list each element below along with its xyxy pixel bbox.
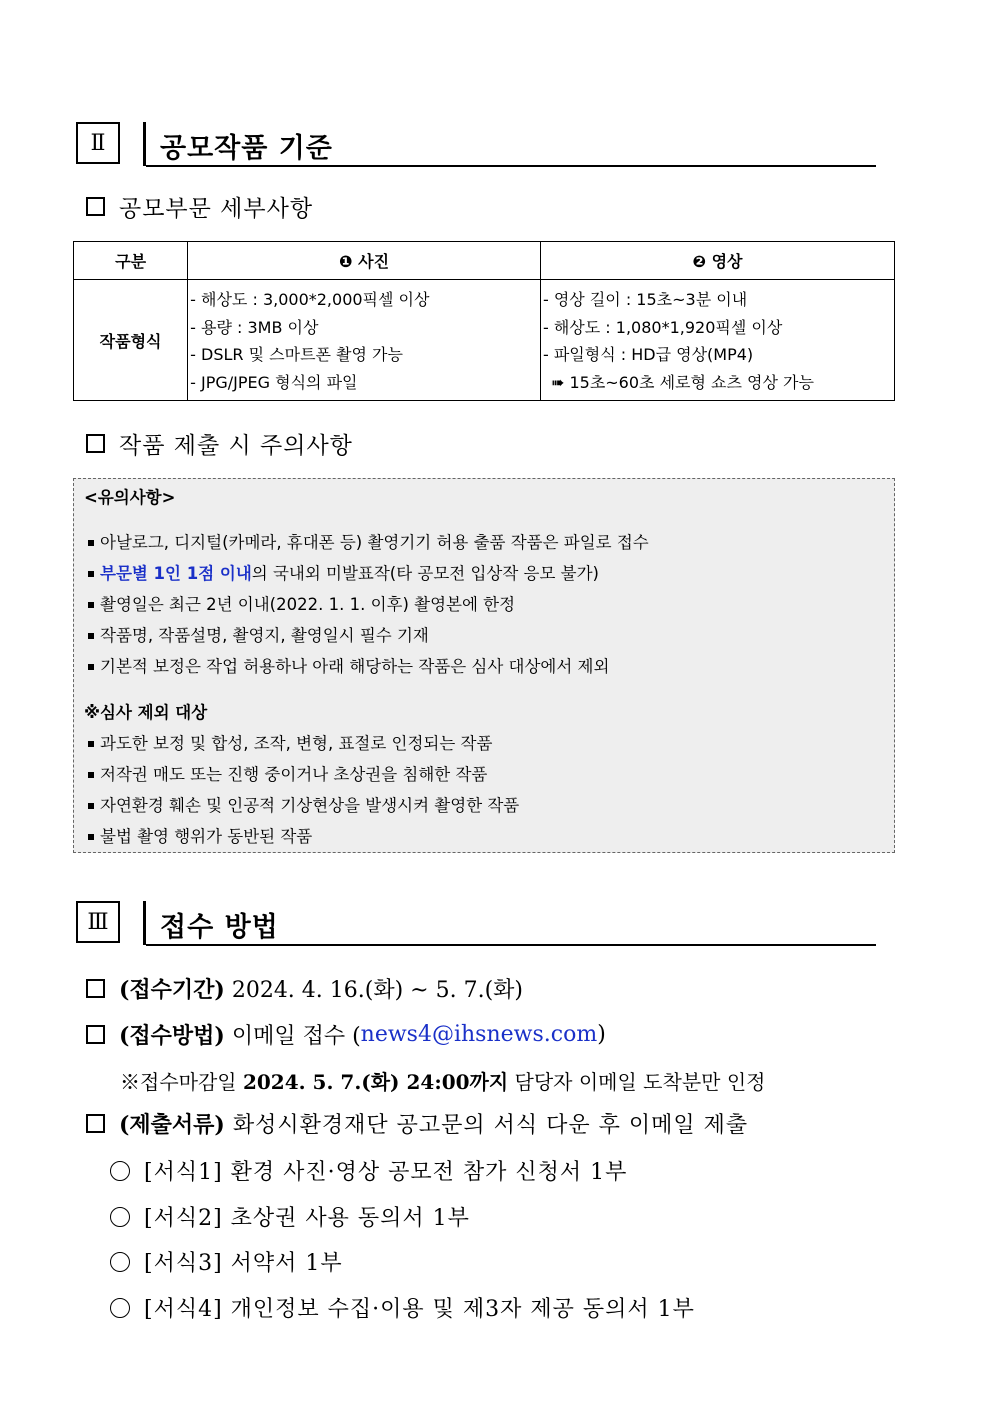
- section-title: 공모작품 기준: [160, 133, 333, 164]
- period-value: 2024. 4. 16.(화) ~ 5. 7.(화): [224, 978, 523, 1003]
- section-underline: [146, 165, 876, 167]
- table-header-row: [74, 242, 895, 280]
- deadline-note: [120, 1066, 765, 1095]
- section-title: 접수 방법: [160, 912, 279, 943]
- bullet-icon: [88, 540, 94, 546]
- section-underline: [146, 944, 876, 946]
- table-header-video: ❷ 영상: [540, 242, 894, 280]
- form-item-text: [서식4] 개인정보 수집·이용 및 제3자 제공 동의서 1부: [144, 1297, 695, 1322]
- bullet-icon: [88, 602, 94, 608]
- bullet-icon: [88, 664, 94, 670]
- list-item: [88, 653, 609, 677]
- notice-box: [73, 478, 895, 853]
- section-3-header: [76, 901, 876, 947]
- docs-value: 화성시환경재단 공고문의 서식 다운 후 이메일 제출: [224, 1113, 749, 1138]
- subsection-heading-notice: [86, 427, 353, 460]
- circle-bullet-icon: [110, 1298, 130, 1318]
- list-item: [88, 529, 649, 553]
- video-requirements: [540, 280, 894, 401]
- form-item: [110, 1246, 343, 1277]
- exclude-heading: ※심사 제외 대상: [84, 703, 208, 722]
- deadline-prefix: ※접수마감일: [120, 1070, 243, 1094]
- list-item-text: 자연환경 훼손 및 인공적 기상현상을 발생시켜 촬영한 작품: [100, 796, 520, 815]
- row-label: 작품형식: [74, 280, 188, 401]
- subsection-title: 작품 제출 시 주의사항: [119, 433, 353, 459]
- checkbox-square-icon: [86, 434, 105, 453]
- form-item: [110, 1155, 627, 1186]
- checkbox-square-icon: [86, 1025, 105, 1044]
- list-item: - DSLR 및 스마트폰 촬영 가능: [190, 345, 403, 364]
- list-item-text: 불법 촬영 행위가 동반된 작품: [100, 827, 313, 846]
- list-item: - 해상도 : 3,000*2,000픽셀 이상: [190, 290, 430, 309]
- circle-bullet-icon: [110, 1207, 130, 1227]
- subsection-heading-categories: [86, 190, 313, 223]
- category-spec-table: [73, 241, 895, 401]
- list-item-text: 의 국내외 미발표작(타 공모전 입상작 응모 불가): [251, 564, 599, 583]
- form-item-text: [서식3] 서약서 1부: [144, 1251, 343, 1276]
- list-item: [88, 622, 429, 646]
- list-item: [88, 761, 487, 785]
- list-item-text: 기본적 보정은 작업 허용하나 아래 해당하는 작품은 심사 대상에서 제외: [100, 657, 610, 676]
- circle-bullet-icon: [110, 1252, 130, 1272]
- notice-heading: <유의사항>: [84, 488, 176, 507]
- bullet-icon: [88, 571, 94, 577]
- bullet-icon: [88, 834, 94, 840]
- table-header-label: 구분: [74, 242, 188, 280]
- form-item-text: [서식1] 환경 사진·영상 공모전 참가 신청서 1부: [144, 1160, 628, 1185]
- list-item: [88, 560, 599, 584]
- bullet-icon: [88, 633, 94, 639]
- list-item: [88, 730, 492, 754]
- form-item: [110, 1201, 470, 1232]
- table-row: [74, 280, 895, 401]
- section-number: Ⅱ: [76, 122, 120, 164]
- deadline-suffix: 담당자 이메일 도착분만 인정: [508, 1070, 766, 1094]
- list-item: - 용량 : 3MB 이상: [190, 317, 319, 337]
- list-item: ➠ 15초~60초 세로형 쇼츠 영상 가능: [550, 372, 814, 392]
- list-item-text: 아날로그, 디지털(카메라, 휴대폰 등) 촬영기기 허용 출품 작품은 파일로 접수: [100, 533, 649, 552]
- list-item: - 영상 길이 : 15초~3분 이내: [542, 290, 748, 309]
- list-item: - 해상도 : 1,080*1,920픽셀 이상: [542, 317, 783, 337]
- form-item: [110, 1292, 695, 1323]
- bullet-icon: [88, 772, 94, 778]
- table-header-photo: ❶ 사진: [188, 242, 541, 280]
- list-item-text: 촬영일은 최근 2년 이내(2022. 1. 1. 이후) 촬영본에 한정: [100, 595, 516, 614]
- section-2-header: [76, 122, 876, 168]
- subsection-title: 공모부문 세부사항: [119, 196, 314, 222]
- form-item-text: [서식2] 초상권 사용 동의서 1부: [144, 1206, 470, 1231]
- email-link[interactable]: news4@ihsnews.com: [360, 1022, 598, 1047]
- method-line: [86, 1019, 606, 1050]
- method-value: 이메일 접수 (: [224, 1024, 361, 1049]
- section-divider-bar: [143, 122, 146, 166]
- list-item: - 파일형식 : HD급 영상(MP4): [542, 345, 754, 364]
- list-item-text: 과도한 보정 및 합성, 조작, 변형, 표절로 인정되는 작품: [100, 734, 493, 753]
- method-label: (접수방법): [119, 1023, 225, 1049]
- checkbox-square-icon: [86, 979, 105, 998]
- period-label: (접수기간): [119, 977, 225, 1003]
- list-item: [88, 591, 515, 615]
- list-item: [88, 792, 519, 816]
- period-line: [86, 973, 523, 1004]
- section-number: Ⅲ: [76, 901, 120, 943]
- bullet-icon: [88, 741, 94, 747]
- list-item: - JPG/JPEG 형식의 파일: [190, 372, 358, 392]
- bullet-icon: [88, 803, 94, 809]
- docs-label: (제출서류): [119, 1112, 225, 1138]
- photo-requirements: [188, 280, 541, 401]
- circle-bullet-icon: [110, 1161, 130, 1181]
- deadline-bold: 2024. 5. 7.(화) 24:00까지: [242, 1070, 509, 1094]
- checkbox-square-icon: [86, 197, 105, 216]
- list-item-text: 작품명, 작품설명, 촬영지, 촬영일시 필수 기재: [100, 626, 429, 645]
- method-close: ): [597, 1022, 606, 1047]
- list-item: [88, 823, 312, 847]
- highlight-text: 부문별 1인 1점 이내: [100, 564, 252, 583]
- section-divider-bar: [143, 901, 146, 945]
- checkbox-square-icon: [86, 1114, 105, 1133]
- docs-line: [86, 1108, 748, 1139]
- list-item-text: 저작권 매도 또는 진행 중이거나 초상권을 침해한 작품: [100, 765, 488, 784]
